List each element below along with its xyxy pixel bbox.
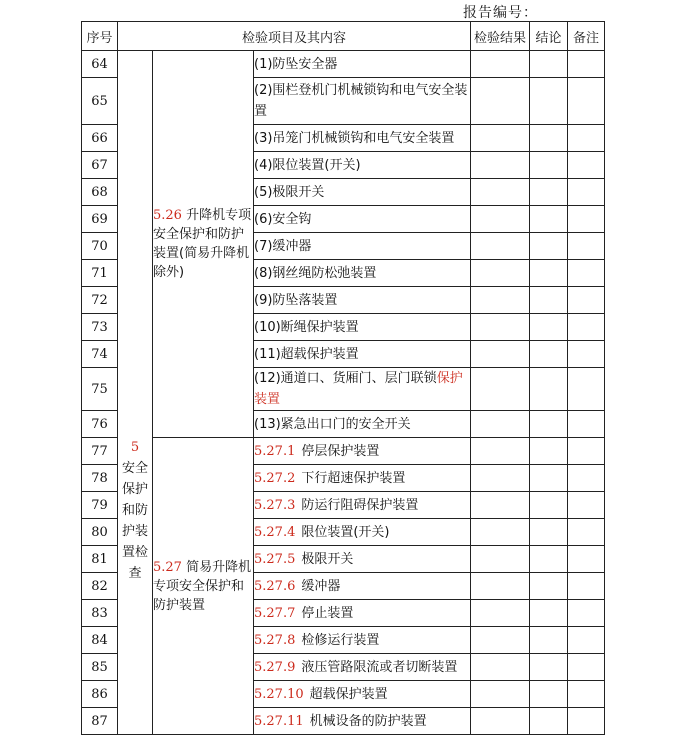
row-item — [254, 260, 471, 287]
remark-cell[interactable] — [568, 206, 605, 233]
section-5-27 — [153, 438, 254, 735]
remark-cell[interactable] — [568, 314, 605, 341]
conclusion-cell[interactable] — [530, 654, 568, 681]
remark-cell[interactable] — [568, 411, 605, 438]
conclusion-cell[interactable] — [530, 287, 568, 314]
conclusion-cell[interactable] — [530, 465, 568, 492]
item-text: (8)钢丝绳防松弛装置 — [254, 265, 377, 281]
conclusion-cell[interactable] — [530, 546, 568, 573]
item-text: (4)限位装置(开关) — [254, 157, 361, 173]
row-seq: 76 — [82, 411, 118, 438]
header-remark: 备注 — [568, 22, 605, 51]
remark-cell[interactable] — [568, 519, 605, 546]
item-text: (9)防坠落装置 — [254, 292, 338, 308]
conclusion-cell[interactable] — [530, 152, 568, 179]
result-cell[interactable] — [471, 573, 530, 600]
row-seq: 74 — [82, 341, 118, 368]
result-cell[interactable] — [471, 287, 530, 314]
remark-cell[interactable] — [568, 341, 605, 368]
row-item — [254, 492, 471, 519]
result-cell[interactable] — [471, 152, 530, 179]
conclusion-cell[interactable] — [530, 125, 568, 152]
item-text: (3)吊笼门机械锁钩和电气安全装置 — [254, 130, 455, 146]
item-text: 停止装置 — [301, 605, 354, 621]
item-code: 5.27.9 — [254, 659, 296, 675]
item-code: 5.27.1 — [254, 443, 296, 459]
remark-cell[interactable] — [568, 438, 605, 465]
item-text: 停层保护装置 — [301, 443, 380, 459]
item-text: 机械设备的防护装置 — [309, 713, 427, 729]
row-seq: 75 — [82, 368, 118, 411]
item-code: 5.27.6 — [254, 578, 296, 594]
result-cell[interactable] — [471, 51, 530, 78]
row-item — [254, 465, 471, 492]
header-conclusion: 结论 — [530, 22, 568, 51]
remark-cell[interactable] — [568, 78, 605, 125]
row-item — [254, 654, 471, 681]
item-text: 极限开关 — [301, 551, 354, 567]
conclusion-cell[interactable] — [530, 681, 568, 708]
result-cell[interactable] — [471, 78, 530, 125]
item-text: 液压管路限流或者切断装置 — [301, 659, 458, 675]
remark-cell[interactable] — [568, 233, 605, 260]
header-content: 检验项目及其内容 — [118, 22, 471, 51]
remark-cell[interactable] — [568, 179, 605, 206]
header-result: 检验结果 — [471, 22, 530, 51]
item-code: 5.27.8 — [254, 632, 296, 648]
item-text-red: 保护装置 — [254, 371, 463, 407]
report-number-label: 报告编号： — [463, 5, 538, 21]
result-cell[interactable] — [471, 654, 530, 681]
table-row — [82, 51, 605, 78]
item-code: 5.27.7 — [254, 605, 296, 621]
remark-cell[interactable] — [568, 654, 605, 681]
conclusion-cell[interactable] — [530, 206, 568, 233]
row-item — [254, 519, 471, 546]
row-seq: 71 — [82, 260, 118, 287]
item-text: (11)超载保护装置 — [254, 346, 359, 362]
conclusion-cell[interactable] — [530, 627, 568, 654]
category-line: 查 — [128, 565, 142, 581]
row-seq: 73 — [82, 314, 118, 341]
conclusion-cell[interactable] — [530, 233, 568, 260]
item-code: 5.27.10 — [254, 686, 304, 702]
row-seq: 66 — [82, 125, 118, 152]
row-seq: 82 — [82, 573, 118, 600]
row-item — [254, 314, 471, 341]
row-item — [254, 341, 471, 368]
row-item — [254, 51, 471, 78]
remark-cell[interactable] — [568, 465, 605, 492]
row-item — [254, 78, 471, 125]
remark-cell[interactable] — [568, 573, 605, 600]
remark-cell[interactable] — [568, 492, 605, 519]
row-seq: 72 — [82, 287, 118, 314]
conclusion-cell[interactable] — [530, 708, 568, 735]
conclusion-cell[interactable] — [530, 78, 568, 125]
conclusion-cell[interactable] — [530, 519, 568, 546]
row-item — [254, 600, 471, 627]
item-text: 超载保护装置 — [309, 686, 388, 702]
row-item — [254, 233, 471, 260]
item-code: 5.27.11 — [254, 713, 304, 729]
category-line: 保护 — [121, 481, 148, 497]
conclusion-cell[interactable] — [530, 368, 568, 411]
inspection-table — [81, 21, 605, 735]
remark-cell[interactable] — [568, 287, 605, 314]
table-header-row — [82, 22, 605, 51]
row-seq: 83 — [82, 600, 118, 627]
row-seq: 81 — [82, 546, 118, 573]
remark-cell[interactable] — [568, 681, 605, 708]
row-item — [254, 438, 471, 465]
item-text: 防运行阻碍保护装置 — [301, 497, 419, 513]
result-cell[interactable] — [471, 368, 530, 411]
category-line: 护装 — [121, 523, 148, 539]
item-text: (6)安全钩 — [254, 211, 312, 227]
row-seq: 79 — [82, 492, 118, 519]
conclusion-cell[interactable] — [530, 492, 568, 519]
result-cell[interactable] — [471, 465, 530, 492]
row-seq: 65 — [82, 78, 118, 125]
result-cell[interactable] — [471, 260, 530, 287]
remark-cell[interactable] — [568, 368, 605, 411]
result-cell[interactable] — [471, 492, 530, 519]
item-text: (1)防坠安全器 — [254, 56, 338, 72]
result-cell[interactable] — [471, 681, 530, 708]
conclusion-cell[interactable] — [530, 341, 568, 368]
remark-cell[interactable] — [568, 152, 605, 179]
row-item — [254, 573, 471, 600]
result-cell[interactable] — [471, 125, 530, 152]
result-cell[interactable] — [471, 411, 530, 438]
item-text: 缓冲器 — [301, 578, 341, 594]
conclusion-cell[interactable] — [530, 600, 568, 627]
item-code: 5.27.5 — [254, 551, 296, 567]
row-item — [254, 152, 471, 179]
remark-cell[interactable] — [568, 708, 605, 735]
result-cell[interactable] — [471, 314, 530, 341]
row-seq: 85 — [82, 654, 118, 681]
section-5-27-code: 5.27 — [153, 559, 182, 575]
item-text: (7)缓冲器 — [254, 238, 312, 254]
conclusion-cell[interactable] — [530, 51, 568, 78]
remark-cell[interactable] — [568, 627, 605, 654]
result-cell[interactable] — [471, 341, 530, 368]
remark-cell[interactable] — [568, 546, 605, 573]
remark-cell[interactable] — [568, 600, 605, 627]
row-item — [254, 368, 471, 411]
remark-cell[interactable] — [568, 125, 605, 152]
remark-cell[interactable] — [568, 51, 605, 78]
item-text: 限位装置(开关) — [301, 524, 390, 540]
row-item — [254, 546, 471, 573]
result-cell[interactable] — [471, 519, 530, 546]
row-item — [254, 627, 471, 654]
row-seq: 64 — [82, 51, 118, 78]
row-item — [254, 681, 471, 708]
result-cell[interactable] — [471, 708, 530, 735]
result-cell[interactable] — [471, 600, 530, 627]
result-cell[interactable] — [471, 627, 530, 654]
row-seq: 69 — [82, 206, 118, 233]
row-seq: 77 — [82, 438, 118, 465]
header-seq: 序号 — [82, 22, 118, 51]
row-seq: 67 — [82, 152, 118, 179]
section-5-26-code: 5.26 — [153, 208, 182, 223]
row-item — [254, 125, 471, 152]
item-code: 5.27.4 — [254, 524, 296, 540]
row-seq: 86 — [82, 681, 118, 708]
category-cell — [118, 51, 153, 735]
table-row — [82, 438, 605, 465]
conclusion-cell[interactable] — [530, 573, 568, 600]
row-seq: 68 — [82, 179, 118, 206]
result-cell[interactable] — [471, 438, 530, 465]
item-text: (2)围栏登机门机械锁钩和电气安全装置 — [254, 83, 468, 119]
row-item — [254, 179, 471, 206]
row-item — [254, 206, 471, 233]
category-line: 置检 — [121, 544, 148, 560]
category-line: 安全 — [121, 460, 148, 476]
row-seq: 80 — [82, 519, 118, 546]
row-seq: 84 — [82, 627, 118, 654]
conclusion-cell[interactable] — [530, 260, 568, 287]
section-5-26 — [153, 51, 254, 438]
conclusion-cell[interactable] — [530, 179, 568, 206]
section-5-26-text: 升降机专项安全保护和防护装置(简易升降机除外) — [153, 208, 252, 280]
category-line: 和防 — [121, 502, 148, 518]
item-text: (10)断绳保护装置 — [254, 319, 359, 335]
item-code: 5.27.2 — [254, 470, 296, 486]
result-cell[interactable] — [471, 233, 530, 260]
result-cell[interactable] — [471, 546, 530, 573]
item-text: 检修运行装置 — [301, 632, 380, 648]
result-cell[interactable] — [471, 206, 530, 233]
item-text: (13)紧急出口门的安全开关 — [254, 416, 411, 432]
row-item — [254, 287, 471, 314]
remark-cell[interactable] — [568, 260, 605, 287]
row-seq: 70 — [82, 233, 118, 260]
conclusion-cell[interactable] — [530, 314, 568, 341]
conclusion-cell[interactable] — [530, 411, 568, 438]
row-seq: 78 — [82, 465, 118, 492]
section-5-27-text: 简易升降机专项安全保护和防护装置 — [153, 559, 252, 613]
item-code: 5.27.3 — [254, 497, 296, 513]
item-text: (5)极限开关 — [254, 184, 325, 200]
conclusion-cell[interactable] — [530, 438, 568, 465]
result-cell[interactable] — [471, 179, 530, 206]
item-text: (12)通道口、货厢门、层门联锁 — [254, 371, 437, 386]
item-text: 下行超速保护装置 — [301, 470, 406, 486]
row-item — [254, 411, 471, 438]
category-code: 5 — [130, 439, 140, 455]
row-seq: 87 — [82, 708, 118, 735]
row-item — [254, 708, 471, 735]
